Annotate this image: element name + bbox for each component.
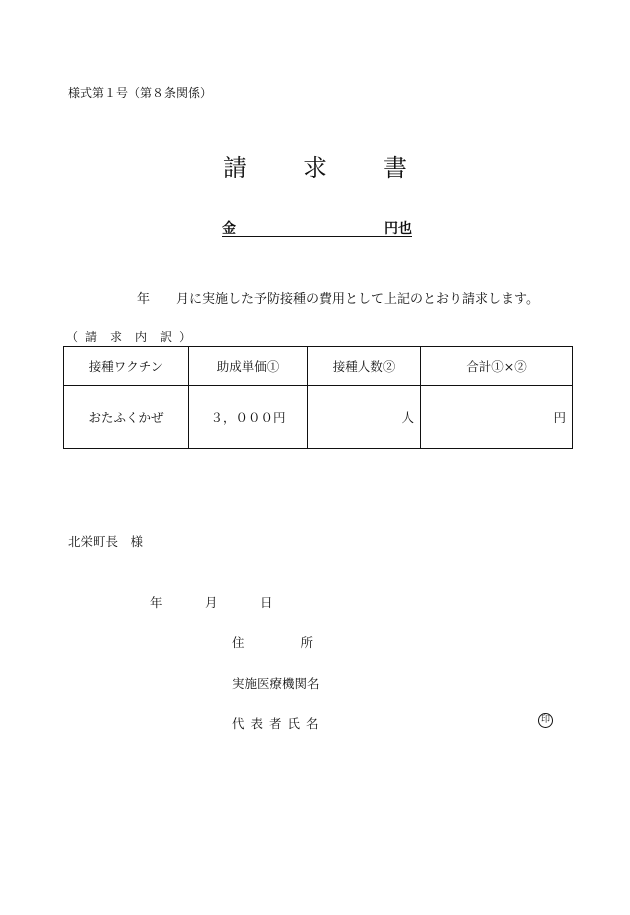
document-title	[0, 148, 630, 183]
form-number: 様式第１号（第８条関係）	[68, 86, 213, 100]
date-month: 月	[205, 595, 218, 610]
column-header: 接種人数②	[308, 347, 421, 386]
seal-mark: 印	[538, 713, 553, 728]
address-label	[232, 633, 313, 651]
address-char: 所	[300, 635, 314, 650]
address-char: 住	[232, 635, 245, 650]
title-char: 書	[383, 154, 407, 182]
breakdown-label-char: 請	[85, 330, 99, 344]
title-char: 請	[223, 154, 247, 182]
table-row	[64, 386, 573, 449]
column-header: 合計①×②	[421, 347, 573, 386]
amount-prefix: 金	[222, 221, 236, 237]
representative-label: 代表者氏名	[232, 716, 325, 731]
breakdown-label-char: 訳	[160, 330, 174, 344]
amount-line	[222, 218, 412, 237]
breakdown-label-char: 内	[135, 330, 149, 344]
total-cell[interactable]: 円	[421, 386, 573, 449]
column-header: 助成単価①	[189, 347, 308, 386]
title-char: 求	[303, 154, 327, 182]
statement-year: 年	[137, 292, 151, 307]
breakdown-table	[63, 346, 573, 449]
recipient: 北栄町長 様	[68, 534, 144, 549]
table-header-row	[64, 347, 573, 386]
statement-text: 月に実施した予防接種の費用として上記のとおり請求します。	[176, 292, 539, 307]
breakdown-label: （ 請 求 内 訳 ）	[66, 330, 193, 344]
institution-label: 実施医療機関名	[232, 676, 320, 691]
count-cell[interactable]: 人	[308, 386, 421, 449]
date-year: 年	[150, 595, 163, 610]
unit-price-cell: ３，０００円	[189, 386, 308, 449]
vaccine-cell: おたふくかぜ	[64, 386, 189, 449]
amount-suffix: 円也	[384, 221, 412, 237]
breakdown-label-char: 求	[110, 330, 124, 344]
date-day: 日	[260, 595, 273, 610]
column-header: 接種ワクチン	[64, 347, 189, 386]
